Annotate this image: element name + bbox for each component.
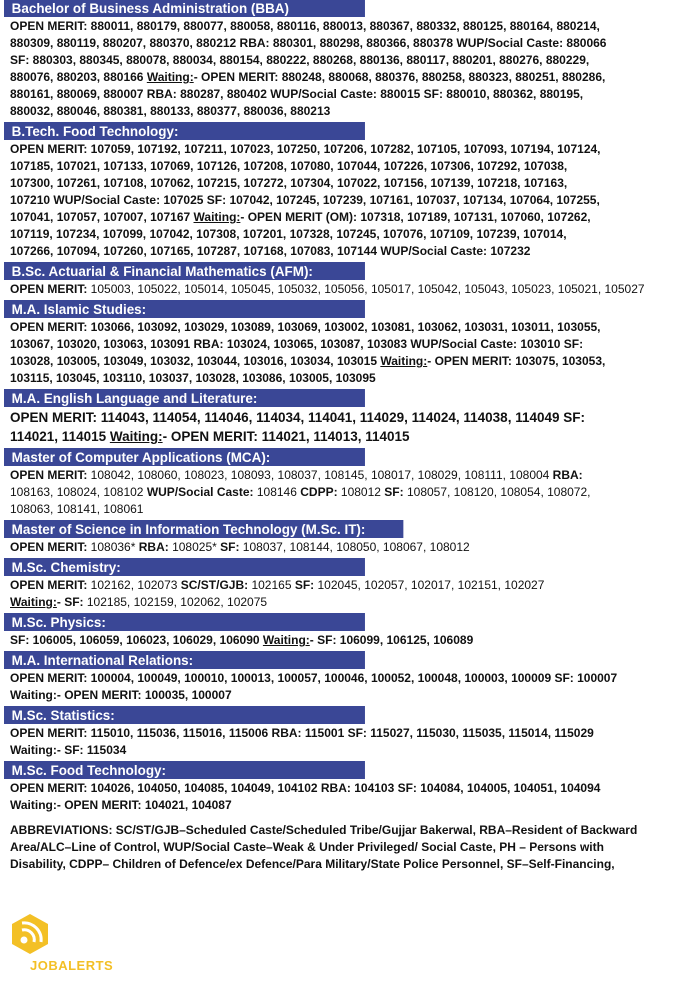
mca-line-1 bbox=[10, 467, 694, 484]
msc-it-rba-label: RBA: bbox=[138, 540, 169, 554]
english-line-2 bbox=[10, 427, 694, 446]
section-body-physics bbox=[10, 632, 694, 649]
chem-scst-label: SC/ST/GJB: bbox=[180, 578, 249, 592]
section-chemistry bbox=[0, 558, 700, 611]
bba-line-3: SF: 880303, 880345, 880078, 880034, 880154, 880222, 880268, 880136, 880117, 880201, 880276, 880229, bbox=[10, 53, 590, 67]
section-body-msc-it bbox=[10, 539, 694, 556]
msc-it-rba-value: 108025* bbox=[168, 540, 221, 554]
section-stats bbox=[0, 706, 700, 759]
section-mca bbox=[0, 448, 700, 518]
btech-line-5a: 107041, 107057, 107007, 107167 bbox=[10, 210, 194, 224]
section-body-mca bbox=[10, 467, 694, 518]
chem-sf-values: 102045, 102057, 102017, 102151, 102027 bbox=[314, 578, 545, 592]
section-english bbox=[0, 389, 700, 446]
section-title-chemistry: M.Sc. Chemistry: bbox=[4, 558, 365, 576]
mca-cdpp-label: CDPP: bbox=[300, 485, 338, 499]
section-title-afm: B.Sc. Actuarial & Financial Mathematics (AFM): bbox=[4, 262, 365, 280]
chem-sf-label: SF: bbox=[294, 578, 315, 592]
section-body-afm bbox=[10, 281, 694, 298]
btech-line-7: 107266, 107094, 107260, 107165, 107287, 107168, 107083, 107144 WUP/Social Caste: 107232 bbox=[10, 244, 531, 258]
ir-line-1: OPEN MERIT: 100004, 100049, 100010, 100013, 100057, 100046, 100052, 100048, 100003, 100009 SF: 100007 bbox=[10, 671, 618, 685]
waiting-label: Waiting: bbox=[146, 70, 194, 84]
mca-rba-label: RBA: bbox=[552, 468, 583, 482]
chem-open-merit-label: OPEN MERIT: bbox=[10, 578, 88, 592]
btech-line-4: 107210 WUP/Social Caste: 107025 SF: 107042, 107245, 107239, 107161, 107037, 107134, 107064, 107255, bbox=[10, 193, 600, 207]
waiting-label: Waiting: bbox=[380, 354, 428, 368]
bba-line-5: 880161, 880069, 880007 RBA: 880287, 880402 WUP/Social Caste: 880015 SF: 880010, 880362, 880195, bbox=[10, 87, 584, 101]
waiting-label: Waiting: bbox=[10, 595, 57, 609]
mca-line-2-values: 108163, 108024, 108102 bbox=[10, 485, 147, 499]
btech-line-3: 107300, 107261, 107108, 107062, 107215, 107272, 107304, 107022, 107156, 107139, 107218, 107163, bbox=[10, 176, 568, 190]
afm-label: OPEN MERIT: bbox=[10, 282, 88, 296]
abbr-line-2: Area/ALC–Line of Control, WUP/Social Caste–Weak & Under Privileged/ Social Caste, PH – Persons with bbox=[10, 840, 604, 854]
abbr-line-3: Disability, CDPP– Children of Defence/ex Defence/Para Military/State Police Personnel, SF–Self-Financing, bbox=[10, 857, 615, 871]
section-body-islamic bbox=[10, 319, 694, 387]
mca-cdpp-value: 108012 bbox=[337, 485, 385, 499]
section-body-msc-food bbox=[10, 780, 694, 814]
msc-food-line-2: Waiting:- OPEN MERIT: 104021, 104087 bbox=[10, 798, 232, 812]
islamic-line-1: OPEN MERIT: 103066, 103092, 103029, 103089, 103069, 103002, 103081, 103062, 103031, 103011, 103055, bbox=[10, 320, 601, 334]
bba-line-4 bbox=[10, 69, 694, 86]
english-line-2b: - OPEN MERIT: 114021, 114013, 114015 bbox=[162, 429, 410, 444]
waiting-label: Waiting: bbox=[109, 429, 163, 444]
islamic-line-3b: - OPEN MERIT: 103075, 103053, bbox=[427, 354, 606, 368]
section-afm bbox=[0, 262, 700, 298]
chem-line-1 bbox=[10, 577, 694, 594]
msc-food-line-1: OPEN MERIT: 104026, 104050, 104085, 104049, 104102 RBA: 104103 SF: 104084, 104005, 104051, 104094 bbox=[10, 781, 601, 795]
msc-it-open-merit-value: 108036* bbox=[87, 540, 139, 554]
bba-line-4a: 880076, 880203, 880166 bbox=[10, 70, 147, 84]
section-title-btech-food: B.Tech. Food Technology: bbox=[4, 122, 365, 140]
chem-open-merit-values: 102162, 102073 bbox=[87, 578, 181, 592]
section-bba bbox=[0, 0, 700, 120]
waiting-label: Waiting: bbox=[193, 210, 241, 224]
section-islamic bbox=[0, 300, 700, 387]
mca-sf-label: SF: bbox=[384, 485, 404, 499]
btech-line-6: 107119, 107234, 107099, 107042, 107308, 107201, 107328, 107245, 107076, 107109, 107239, 107014, bbox=[10, 227, 567, 241]
btech-line-5 bbox=[10, 209, 694, 226]
msc-it-sf-label: SF: bbox=[220, 540, 240, 554]
section-title-physics: M.Sc. Physics: bbox=[4, 613, 365, 631]
section-title-mca: Master of Computer Applications (MCA): bbox=[4, 448, 365, 466]
stats-line-1: OPEN MERIT: 115010, 115036, 115016, 115006 RBA: 115001 SF: 115027, 115030, 115035, 115014, 115029 bbox=[10, 726, 594, 740]
section-body-btech-food bbox=[10, 141, 694, 260]
section-title-islamic: M.A. Islamic Studies: bbox=[4, 300, 365, 318]
islamic-line-2: 103067, 103020, 103063, 103091 RBA: 103024, 103065, 103087, 103083 WUP/Social Caste: 103010 SF: bbox=[10, 337, 584, 351]
section-body-chemistry bbox=[10, 577, 694, 611]
section-msc-food bbox=[0, 761, 700, 814]
phys-wait-sf-label: - SF: bbox=[309, 633, 337, 647]
mca-wup-value: 108146 bbox=[253, 485, 301, 499]
ir-line-2: Waiting:- OPEN MERIT: 100035, 100007 bbox=[10, 688, 232, 702]
chem-wait-values: 102185, 102159, 102062, 102075 bbox=[83, 595, 268, 609]
islamic-line-3a: 103028, 103005, 103049, 103032, 103044, 103016, 103034, 103015 bbox=[10, 354, 381, 368]
mca-line-2 bbox=[10, 484, 694, 501]
mca-open-merit-values: 108042, 108060, 108023, 108093, 108037, 108145, 108017, 108029, 108111, 108004 bbox=[87, 468, 553, 482]
btech-line-2: 107185, 107021, 107133, 107069, 107126, 107208, 107080, 107044, 107226, 107306, 107292, 107038, bbox=[10, 159, 568, 173]
btech-line-5b: - OPEN MERIT (OM): 107318, 107189, 107131, 107060, 107262, bbox=[240, 210, 591, 224]
afm-values: 105003, 105022, 105014, 105045, 105032, 105056, 105017, 105042, 105043, 105023, 105021, 105027 bbox=[87, 282, 645, 296]
section-ir bbox=[0, 651, 700, 704]
abbr-line-1: ABBREVIATIONS: SC/ST/GJB–Scheduled Caste/Scheduled Tribe/Gujjar Bakerwal, RBA–Resident of Backward bbox=[10, 823, 638, 837]
stats-line-2: Waiting:- SF: 115034 bbox=[10, 743, 127, 757]
section-title-bba: Bachelor of Business Administration (BBA) bbox=[4, 0, 365, 17]
phys-wait-values: 106099, 106125, 106089 bbox=[336, 633, 474, 647]
section-msc-it bbox=[0, 520, 700, 556]
msc-it-sf-values: 108037, 108144, 108050, 108067, 108012 bbox=[239, 540, 470, 554]
btech-line-1: OPEN MERIT: 107059, 107192, 107211, 107023, 107250, 107206, 107282, 107105, 107093, 107194, 107124, bbox=[10, 142, 601, 156]
bba-line-6: 880032, 880046, 880381, 880133, 880377, 880036, 880213 bbox=[10, 104, 331, 118]
islamic-line-3 bbox=[10, 353, 694, 370]
chem-wait-sf-label: - SF: bbox=[56, 595, 84, 609]
bba-line-4b: - OPEN MERIT: 880248, 880068, 880376, 880258, 880323, 880251, 880286, bbox=[193, 70, 606, 84]
watermark-logo-icon bbox=[8, 912, 52, 956]
chem-scst-value: 102165 bbox=[248, 578, 295, 592]
section-title-ir: M.A. International Relations: bbox=[4, 651, 365, 669]
waiting-label: Waiting: bbox=[262, 633, 310, 647]
section-btech-food bbox=[0, 122, 700, 260]
section-body-ir bbox=[10, 670, 694, 704]
section-body-english bbox=[10, 408, 694, 446]
english-line-2a: 114021, 114015 bbox=[10, 429, 110, 444]
islamic-line-4: 103115, 103045, 103110, 103037, 103028, 103086, 103005, 103095 bbox=[10, 371, 376, 385]
mca-sf-values: 108057, 108120, 108054, 108072, bbox=[403, 485, 591, 499]
mca-line-3: 108063, 108141, 108061 bbox=[10, 502, 144, 516]
mca-open-merit-label: OPEN MERIT: bbox=[10, 468, 88, 482]
phys-sf-label: SF: bbox=[10, 633, 30, 647]
phys-sf-values: 106005, 106059, 106023, 106029, 106090 bbox=[29, 633, 263, 647]
abbreviations bbox=[10, 822, 694, 873]
section-physics bbox=[0, 613, 700, 649]
chem-line-2 bbox=[10, 594, 694, 611]
section-body-bba bbox=[10, 18, 694, 120]
section-title-english: M.A. English Language and Literature: bbox=[4, 389, 365, 407]
section-title-msc-it: Master of Science in Information Technology (M.Sc. IT): bbox=[4, 520, 403, 538]
section-title-stats: M.Sc. Statistics: bbox=[4, 706, 365, 724]
mca-wup-label: WUP/Social Caste: bbox=[146, 485, 254, 499]
section-title-msc-food: M.Sc. Food Technology: bbox=[4, 761, 365, 779]
bba-line-2: 880309, 880119, 880207, 880370, 880212 RBA: 880301, 880298, 880366, 880378 WUP/Social Caste: 880066 bbox=[10, 36, 607, 50]
section-body-stats bbox=[10, 725, 694, 759]
bba-line-1: OPEN MERIT: 880011, 880179, 880077, 880058, 880116, 880013, 880367, 880332, 880125, 880164, 880214, bbox=[10, 19, 600, 33]
watermark-text: JOBALERTS bbox=[30, 958, 114, 973]
english-line-1: OPEN MERIT: 114043, 114054, 114046, 114034, 114041, 114029, 114024, 114038, 114049 SF: bbox=[10, 410, 585, 425]
msc-it-open-merit-label: OPEN MERIT: bbox=[10, 540, 88, 554]
